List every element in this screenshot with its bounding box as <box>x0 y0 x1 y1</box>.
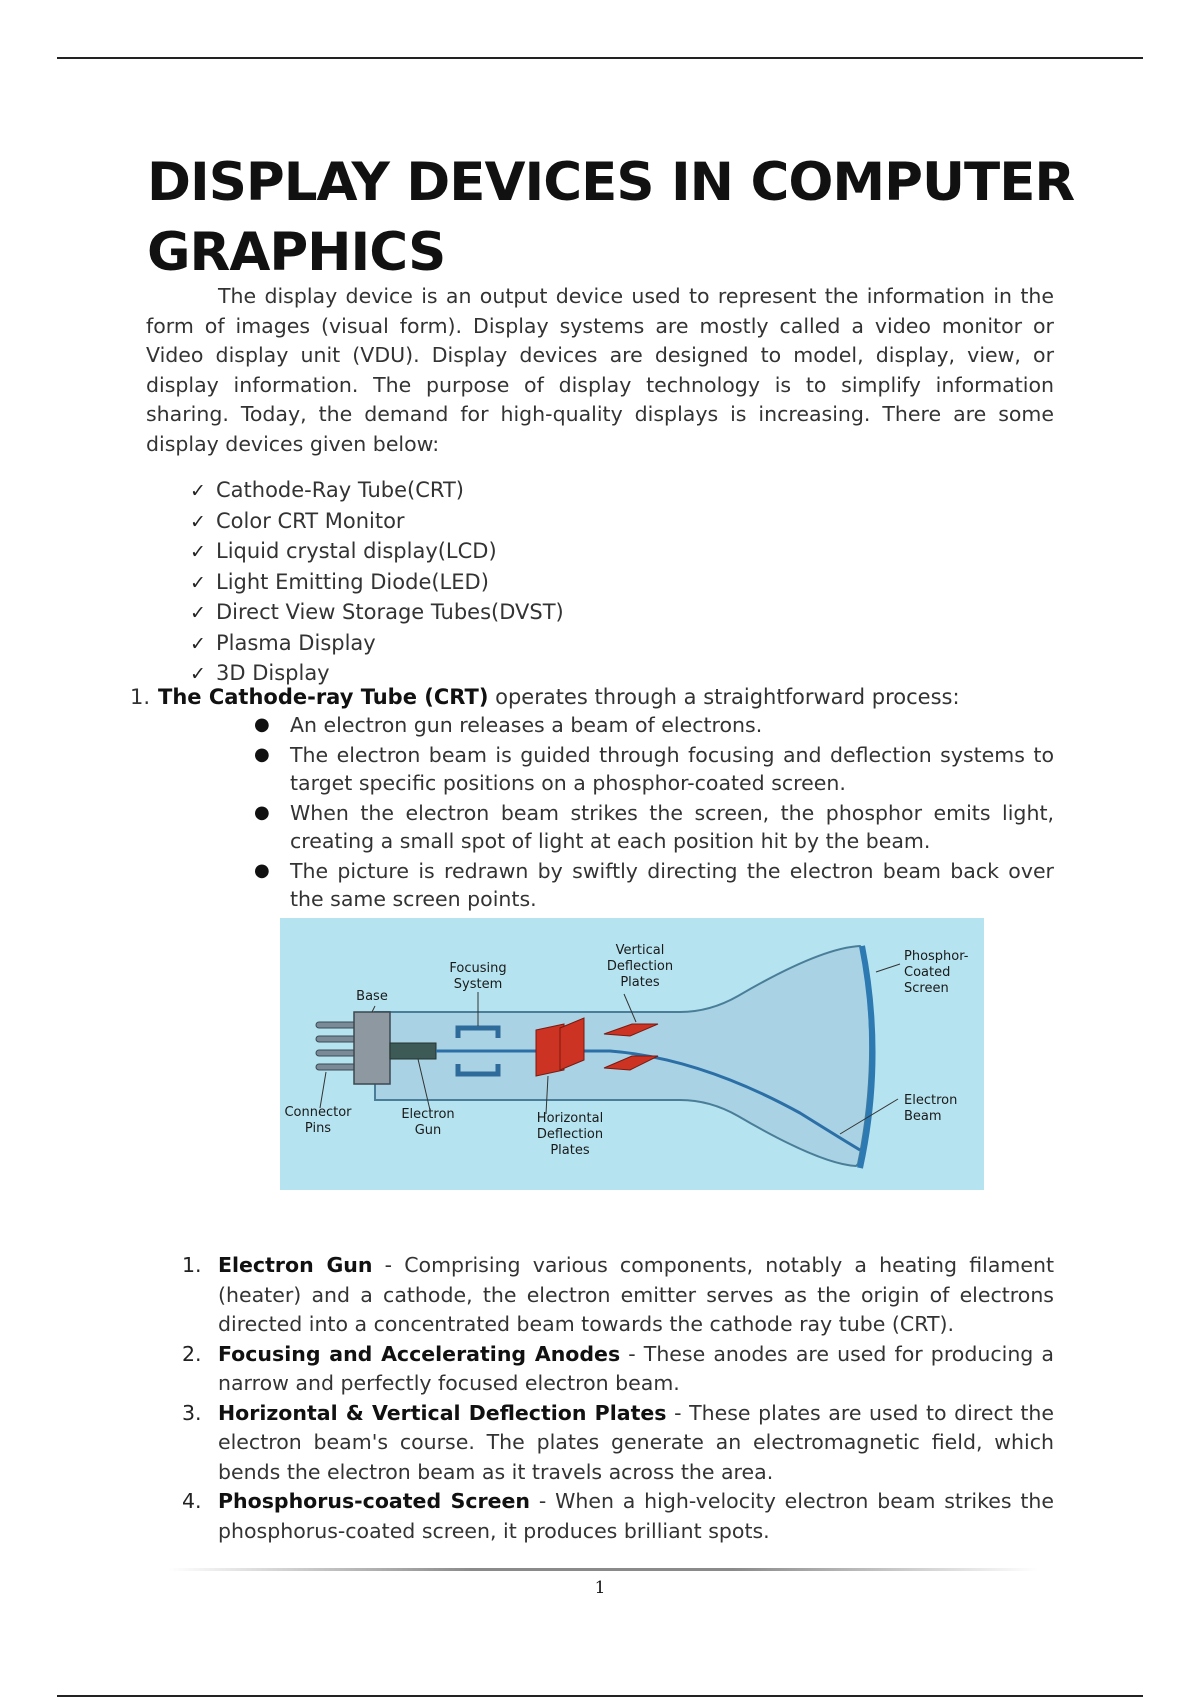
tube-base <box>354 1012 390 1084</box>
connector-pin <box>316 1064 356 1070</box>
focusing-label: System <box>453 977 503 992</box>
gun-label: Gun <box>414 1123 442 1138</box>
intro-paragraph: The display device is an output device used to represent the information in the form of images (visual form). Display systems are mostly called a video monitor or Video display unit (VDU). Display devices are designed to model, display, view, or display information. The purpose of display technology is to simplify information sharing. Today, the demand for high-quality displays is increasing. There are some display devices given below: <box>146 284 1054 456</box>
list-item: ● The electron beam is guided through focusing and deflection systems to target specific positions on a phosphor-coated screen. <box>254 742 1054 795</box>
check-mark-icon: ✓ <box>190 510 206 533</box>
list-item: ● An electron gun releases a beam of electrons. <box>290 711 1054 740</box>
list-item: 4. Phosphorus-coated Screen - When a high-velocity electron beam strikes the phosphorus-coated screen, it produces brilliant spots. <box>182 1489 1055 1543</box>
gun-label: Electron <box>401 1107 455 1122</box>
top-rule <box>57 57 1143 59</box>
crt-components-list <box>182 1251 1055 1546</box>
base-label: Base <box>356 989 388 1004</box>
list-item: ✓ Liquid crystal display(LCD) <box>190 537 564 568</box>
vertical-label: Plates <box>620 975 660 990</box>
beam-label: Beam <box>904 1109 942 1124</box>
bullet-icon: ● <box>254 714 270 735</box>
phosphor-label: Screen <box>904 981 949 996</box>
connector-label: Connector <box>284 1105 352 1120</box>
list-item: ✓ Light Emitting Diode(LED) <box>190 568 564 599</box>
list-item: ● When the electron beam strikes the screen, the phosphor emits light, creating a small spot of light at each position hit by the beam. <box>254 800 1054 853</box>
check-mark-icon: ✓ <box>190 571 206 594</box>
connector-pin <box>316 1022 356 1028</box>
bottom-rule <box>57 1695 1143 1697</box>
beam-label: Electron <box>904 1093 958 1108</box>
crt-section-heading: 1. The Cathode-ray Tube (CRT) operates through a straightforward process: <box>130 685 960 709</box>
page-number: 1 <box>594 1578 606 1598</box>
list-item: ✓ 3D Display <box>190 659 564 690</box>
footer-divider <box>168 1568 1038 1571</box>
crt-process-list <box>254 711 1054 915</box>
focusing-label: Focusing <box>449 961 507 976</box>
connector-pin <box>316 1050 356 1056</box>
page-title: DISPLAY DEVICES IN COMPUTER GRAPHICS <box>147 152 1075 283</box>
crt-diagram <box>280 918 984 1190</box>
check-mark-icon: ✓ <box>190 632 206 655</box>
phosphor-label: Phosphor- <box>904 949 969 964</box>
connector-pin <box>316 1036 356 1042</box>
vertical-label: Vertical <box>615 943 665 958</box>
check-mark-icon: ✓ <box>190 480 206 502</box>
horizontal-label: Horizontal <box>536 1111 604 1126</box>
list-item: ✓ Plasma Display <box>190 629 564 660</box>
bullet-icon: ● <box>254 859 270 881</box>
bullet-icon: ● <box>254 801 270 823</box>
connector-label: Pins <box>304 1121 332 1136</box>
crt-heading-bold: The Cathode-ray Tube (CRT) <box>158 685 489 709</box>
list-item: 3. Horizontal & Vertical Deflection Plates - These plates are used to direct the electron beam's course. The plates generate an electromagnetic field, which bends the electron beam as it travels across the area. <box>182 1400 1054 1484</box>
vertical-label: Deflection <box>606 959 674 974</box>
horizontal-label: Deflection <box>536 1127 604 1142</box>
list-item: 2. Focusing and Accelerating Anodes - These anodes are used for producing a narrow and perfectly focused electron beam. <box>182 1341 1054 1395</box>
list-item: ✓ Direct View Storage Tubes(DVST) <box>190 598 564 629</box>
phosphor-label: Coated <box>904 965 951 980</box>
horizontal-label: Plates <box>550 1143 590 1158</box>
list-item: ✓ Color CRT Monitor <box>190 507 564 538</box>
check-mark-icon: ✓ <box>190 541 206 563</box>
electron-gun <box>390 1043 436 1059</box>
list-item: ● The picture is redrawn by swiftly directing the electron beam back over the same screen points. <box>254 858 1054 911</box>
device-list <box>190 476 564 690</box>
check-mark-icon: ✓ <box>190 663 206 685</box>
crt-heading-rest: operates through a straightforward process: <box>488 685 960 709</box>
bullet-icon: ● <box>254 743 270 765</box>
list-item: ✓ Cathode-Ray Tube(CRT) <box>190 476 564 507</box>
list-item: 1. Electron Gun - Comprising various components, notably a heating filament (heater) and a cathode, the electron emitter serves as the origin of electrons directed into a concentrated beam towards the cathode ray tube (CRT). <box>182 1253 1054 1336</box>
check-mark-icon: ✓ <box>190 602 206 624</box>
